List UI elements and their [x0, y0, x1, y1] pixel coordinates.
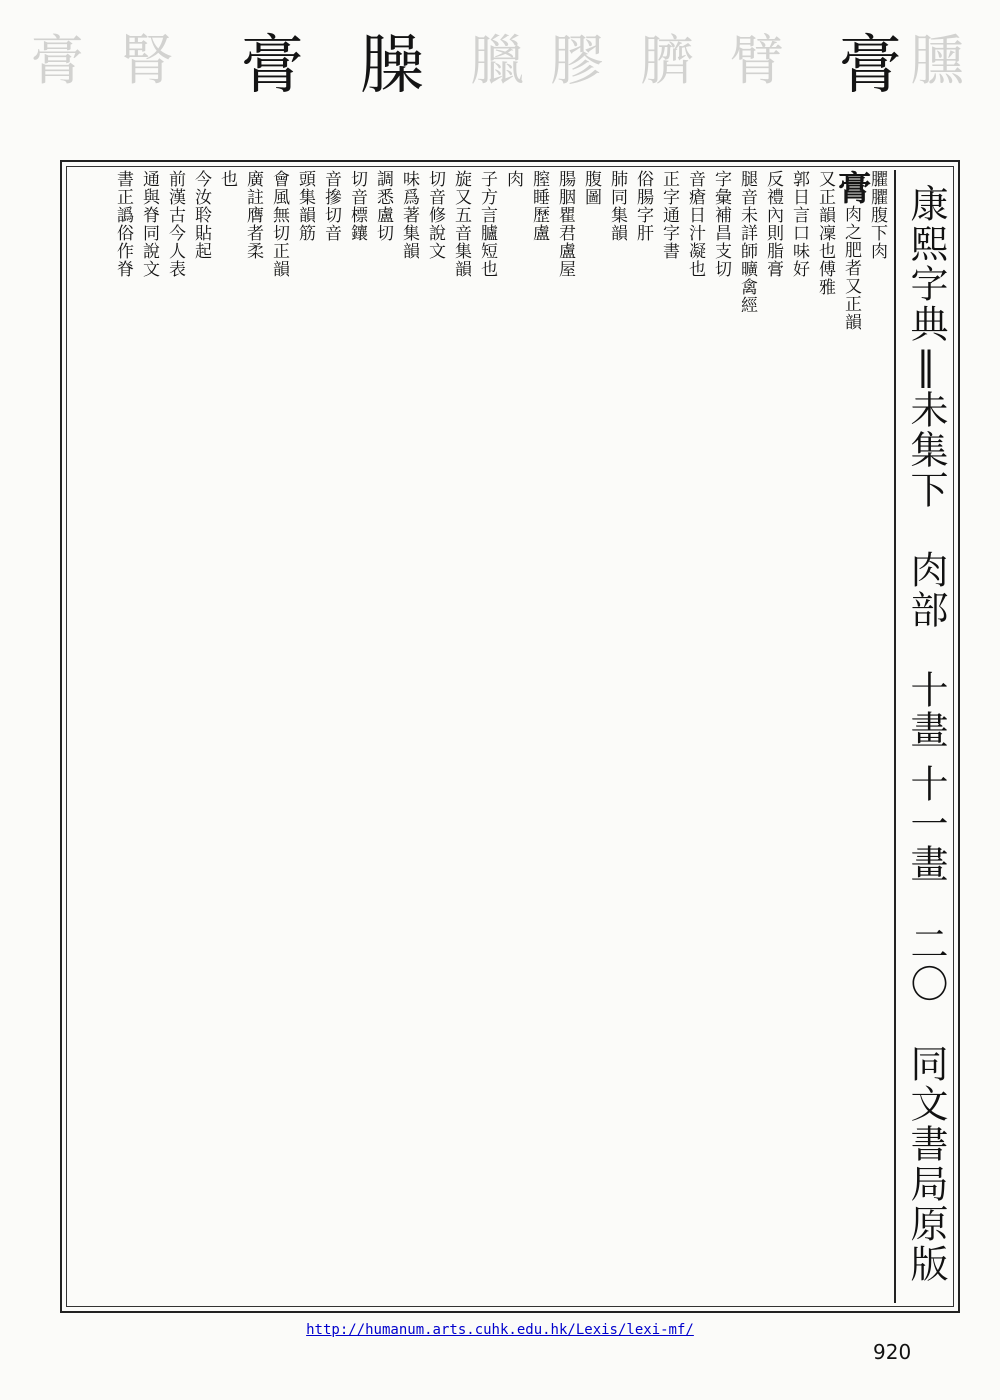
- side-column-text: 康熙字典‖未集下 肉部 十畫 十一畫 二〇 同文書局原版: [904, 184, 948, 1285]
- page-index-label: 二〇: [904, 924, 948, 1005]
- text-column: 頭集韻筋: [295, 170, 315, 242]
- text-column: 切音修說文: [425, 170, 445, 260]
- text-column: 子方言臚短也: [477, 170, 497, 278]
- text-column: 腸胭瞿君盧屋: [555, 170, 575, 278]
- seal-glyph-faint: 臍: [640, 29, 694, 92]
- text-column: 音摻切音: [321, 170, 341, 242]
- seal-glyph-faint: 臐: [910, 29, 964, 92]
- text-column: 味爲著集韻: [399, 170, 419, 260]
- dictionary-title: 康熙字典: [904, 184, 948, 344]
- seal-glyph-bold: 臊: [360, 29, 424, 103]
- text-column: 會風無切正韻: [269, 170, 289, 278]
- text-column: 也: [217, 170, 237, 188]
- text-column: 廣註膺者柔: [243, 170, 263, 260]
- text-column: 通與脊同說文: [139, 170, 159, 278]
- text-column: 俗腸字肝: [633, 170, 653, 242]
- text-column: 肺同集韻: [607, 170, 627, 242]
- collection-label: 未集下: [904, 390, 948, 510]
- text-column: 旋又五音集韻: [451, 170, 471, 278]
- text-column: 前漢古今人表: [165, 170, 185, 278]
- text-column: 調悉盧切: [373, 170, 393, 242]
- text-frame: [60, 160, 960, 1313]
- text-column: 臞臞腹下肉: [867, 170, 887, 260]
- seal-glyph-bold: 膏: [240, 29, 304, 103]
- seal-glyph-bold: 膏: [838, 29, 902, 103]
- text-column: 肉: [503, 170, 523, 188]
- text-column: [831, 170, 871, 1301]
- radical-label: 肉部: [904, 550, 948, 630]
- seal-glyph-faint: 膠: [550, 29, 604, 92]
- text-column: 音瘡日汁凝也: [685, 170, 705, 278]
- text-column: 切音標鑲: [347, 170, 367, 242]
- text-column: 反禮內則脂膏: [763, 170, 783, 278]
- body-text: [74, 170, 888, 1301]
- seal-glyph-faint: 膏: [30, 29, 84, 92]
- publisher-label: 同文書局原版: [904, 1044, 948, 1285]
- text-column-body: 肉之肥者又正韻: [841, 205, 861, 331]
- head-character: 膏: [831, 170, 871, 205]
- page-number: 920: [873, 1340, 912, 1364]
- strokes-label: 十畫 十一畫: [904, 670, 948, 885]
- source-link[interactable]: http://humanum.arts.cuhk.edu.hk/Lexis/lexi-mf/: [306, 1322, 694, 1338]
- seal-glyph-faint: 臘: [470, 29, 524, 92]
- text-column: 膣睡歷盧: [529, 170, 549, 242]
- side-column: [894, 170, 958, 1303]
- text-column: 字彙補昌支切: [711, 170, 731, 278]
- seal-glyph-faint: 腎: [120, 29, 174, 92]
- text-column: 腿音未詳師曠禽經: [737, 170, 757, 314]
- text-column: 郭日言口味好: [789, 170, 809, 278]
- text-column: 今汝聆貼起: [191, 170, 211, 260]
- seal-header: [30, 18, 970, 128]
- text-column: 又正韻凜也傅雅: [815, 170, 835, 296]
- text-column: 正字通字書: [659, 170, 679, 260]
- text-column: 書正譌俗作脊: [113, 170, 133, 278]
- text-column: 腹圖: [581, 170, 601, 206]
- seal-glyph-faint: 臂: [730, 29, 784, 92]
